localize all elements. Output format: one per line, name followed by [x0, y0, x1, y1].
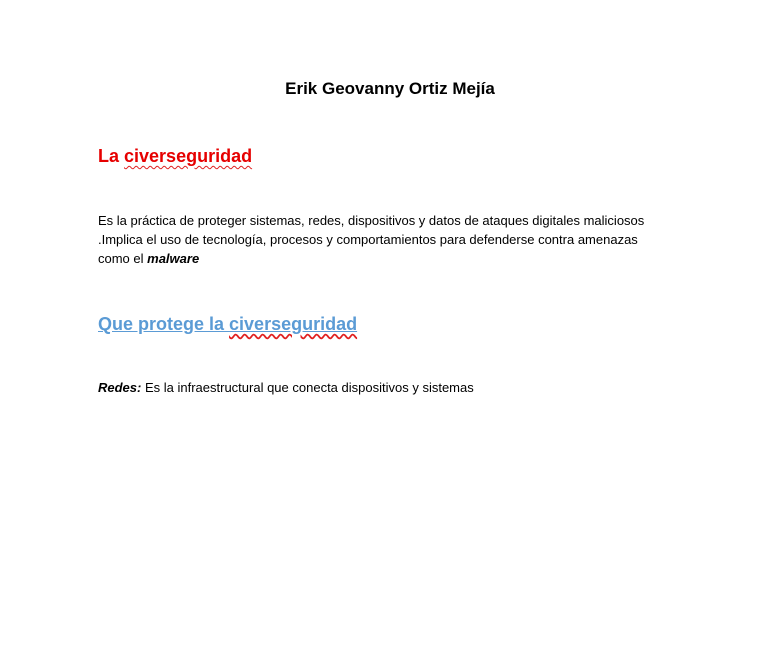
redes-term: Redes: — [98, 380, 142, 395]
definition-text: Es la práctica de proteger sistemas, redes, dispositivos y datos de ataques digitales maliciosos .Implica el uso de tecnología, procesos y comportamientos para defenderse contra amenazas como el — [98, 213, 645, 266]
heading1-misspelled-word[interactable]: civerseguridad — [124, 146, 253, 166]
heading1-prefix: La — [98, 146, 125, 166]
heading-ciberseguridad — [98, 144, 252, 168]
heading-que-protege — [98, 312, 357, 336]
heading2-prefix: Que protege la — [98, 314, 230, 334]
definition-paragraph — [98, 211, 668, 268]
author-name: Erik Geovanny Ortiz Mejía — [285, 79, 495, 98]
redes-text: Es la infraestructural que conecta dispositivos y sistemas — [141, 380, 474, 395]
redes-paragraph — [98, 378, 668, 397]
heading2-misspelled-word[interactable]: civerseguridad — [229, 314, 358, 334]
definition-emphasis: malware — [147, 251, 200, 266]
